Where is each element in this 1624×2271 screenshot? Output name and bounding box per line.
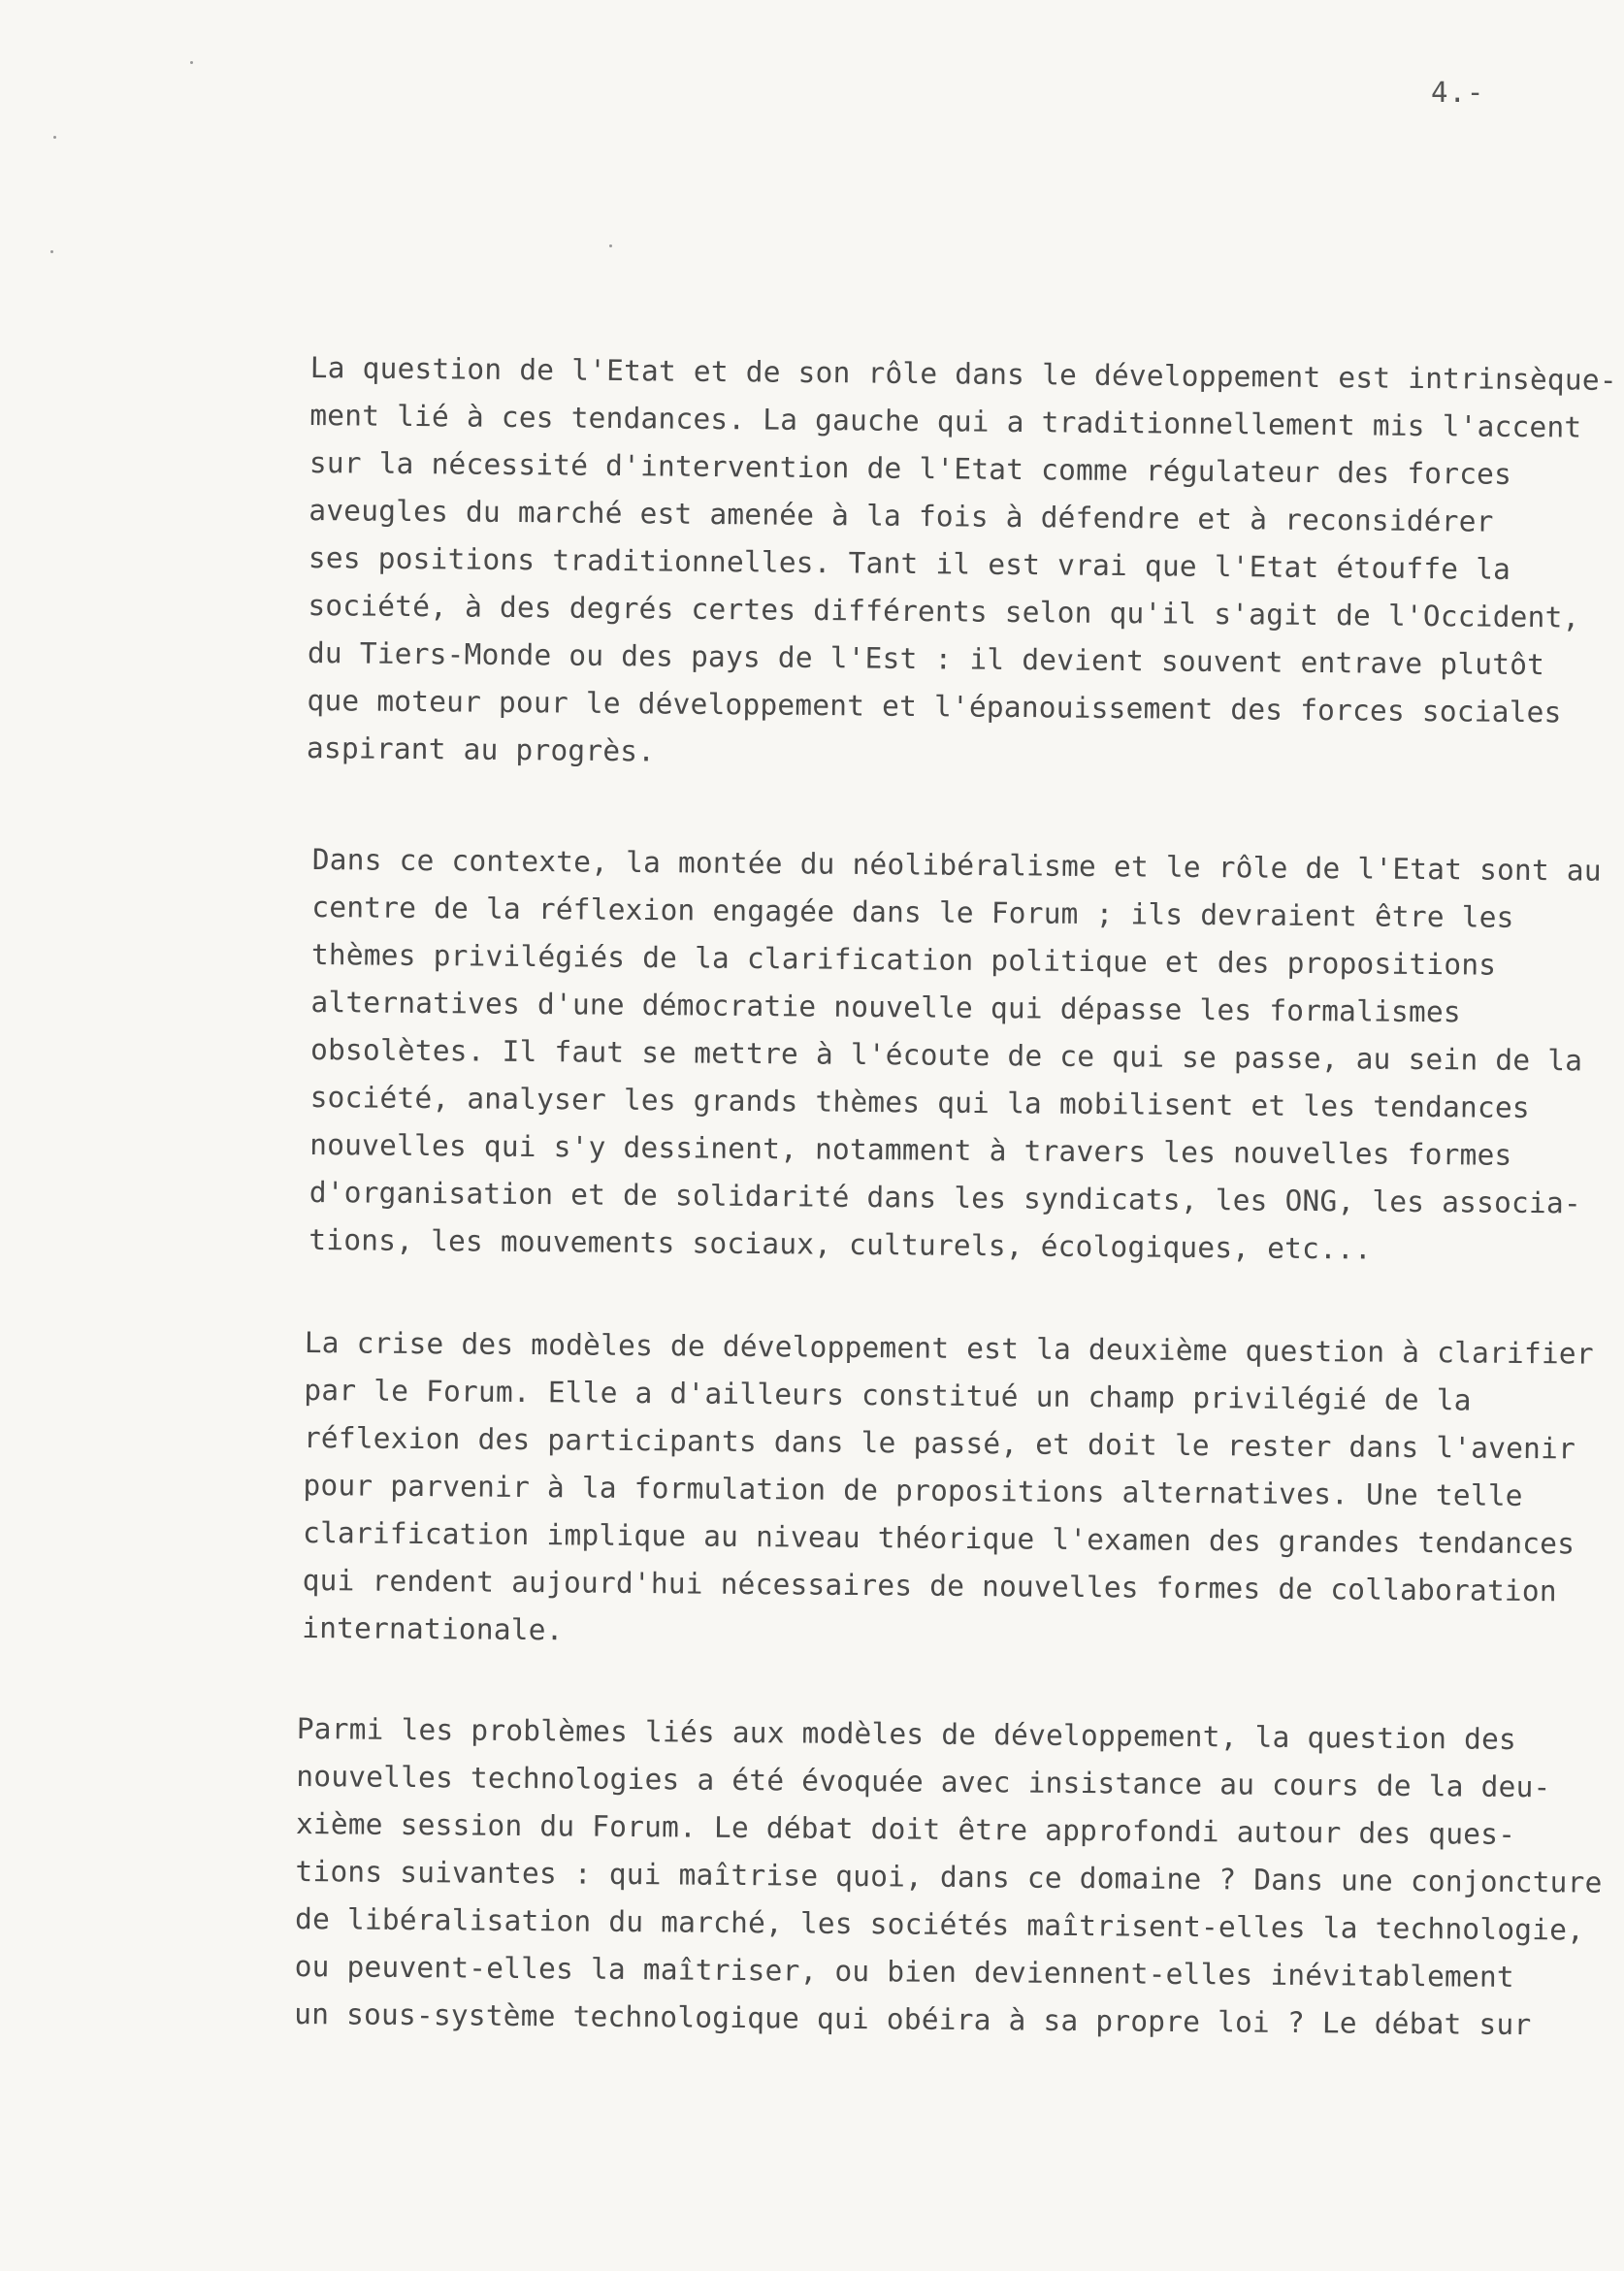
text-line: un sous-système technologique qui obéira à sa propre loi ? Le débat sur: [294, 1996, 1532, 2042]
text-line: de libéralisation du marché, les sociétés maîtrisent-elles la technologie,: [294, 1901, 1585, 1947]
text-line: qui rendent aujourd'hui nécessaires de nouvelles formes de collaboration: [302, 1563, 1557, 1608]
text-line: sur la nécessité d'intervention de l'Etat comme régulateur des forces: [309, 445, 1512, 491]
text-line: alternatives d'une démocratie nouvelle qui dépasse les formalismes: [310, 985, 1462, 1029]
text-line: nouvelles technologies a été évoquée avec insistance au cours de la deu-: [296, 1759, 1551, 1804]
text-line: que moteur pour le développement et l'épanouissement des forces sociales: [307, 683, 1562, 730]
text-line: d'organisation et de solidarité dans les syndicats, les ONG, les associa-: [309, 1175, 1582, 1220]
text-line: pour parvenir à la formulation de propositions alternatives. Une telle: [303, 1468, 1523, 1512]
text-line: aspirant au progrès.: [306, 730, 656, 768]
text-line: obsolètes. Il faut se mettre à l'écoute de ce qui se passe, au sein de la: [309, 1032, 1583, 1078]
text-line: par le Forum. Elle a d'ailleurs constitué un champ privilégié de la: [304, 1373, 1472, 1417]
text-line: clarification implique au niveau théorique l'examen des grandes tendances: [302, 1515, 1575, 1561]
text-line: internationale.: [302, 1610, 564, 1647]
paper-speck: [50, 250, 53, 253]
paragraph-4: [294, 1705, 1603, 2049]
text-line: nouvelles qui s'y dessinent, notamment à travers les nouvelles formes: [309, 1127, 1512, 1172]
paper-speck: [609, 244, 612, 247]
text-line: centre de la réflexion engagée dans le Forum ; ils devraient être les: [311, 890, 1514, 934]
paragraph-2: [309, 836, 1602, 1275]
text-line: ses positions traditionnelles. Tant il est vrai que l'Etat étouffe la: [308, 540, 1511, 586]
text-line: réflexion des participants dans le passé, et doit le rester dans l'avenir: [303, 1420, 1576, 1466]
text-line: Dans ce contexte, la montée du néolibéralisme et le rôle de l'Etat sont au: [311, 842, 1602, 888]
paragraph-3: [302, 1319, 1594, 1663]
text-line: ment lié à ces tendances. La gauche qui a traditionnellement mis l'accent: [309, 398, 1582, 444]
paragraph-1: [306, 344, 1617, 784]
text-line: La question de l'Etat et de son rôle dans le développement est intrinsèque-: [309, 350, 1617, 397]
text-line: tions suivantes : qui maîtrise quoi, dans ce domaine ? Dans une conjoncture: [295, 1854, 1603, 1899]
paper-speck: [190, 61, 193, 64]
text-line: tions, les mouvements sociaux, culturels, écologiques, etc...: [309, 1222, 1373, 1266]
text-line: société, à des degrés certes différents selon qu'il s'agit de l'Occident,: [308, 588, 1580, 634]
paper-speck: [53, 136, 56, 139]
page-number: 4.-: [1431, 76, 1485, 109]
text-line: société, analyser les grands thèmes qui la mobilisent et les tendances: [309, 1080, 1531, 1124]
text-line: aveugles du marché est amenée à la fois à défendre et à reconsidérer: [309, 493, 1494, 538]
text-line: du Tiers-Monde ou des pays de l'Est : il devient souvent entrave plutôt: [307, 635, 1545, 682]
text-line: Parmi les problèmes liés aux modèles de développement, la question des: [296, 1711, 1517, 1756]
text-line: thèmes privilégiés de la clarification politique et des propositions: [310, 937, 1497, 982]
text-line: ou peuvent-elles la maîtriser, ou bien deviennent-elles inévitablement: [294, 1949, 1515, 1994]
text-line: xième session du Forum. Le débat doit être approfondi autour des ques-: [295, 1806, 1516, 1851]
text-line: La crise des modèles de développement est la deuxième question à clarifier: [304, 1325, 1594, 1371]
